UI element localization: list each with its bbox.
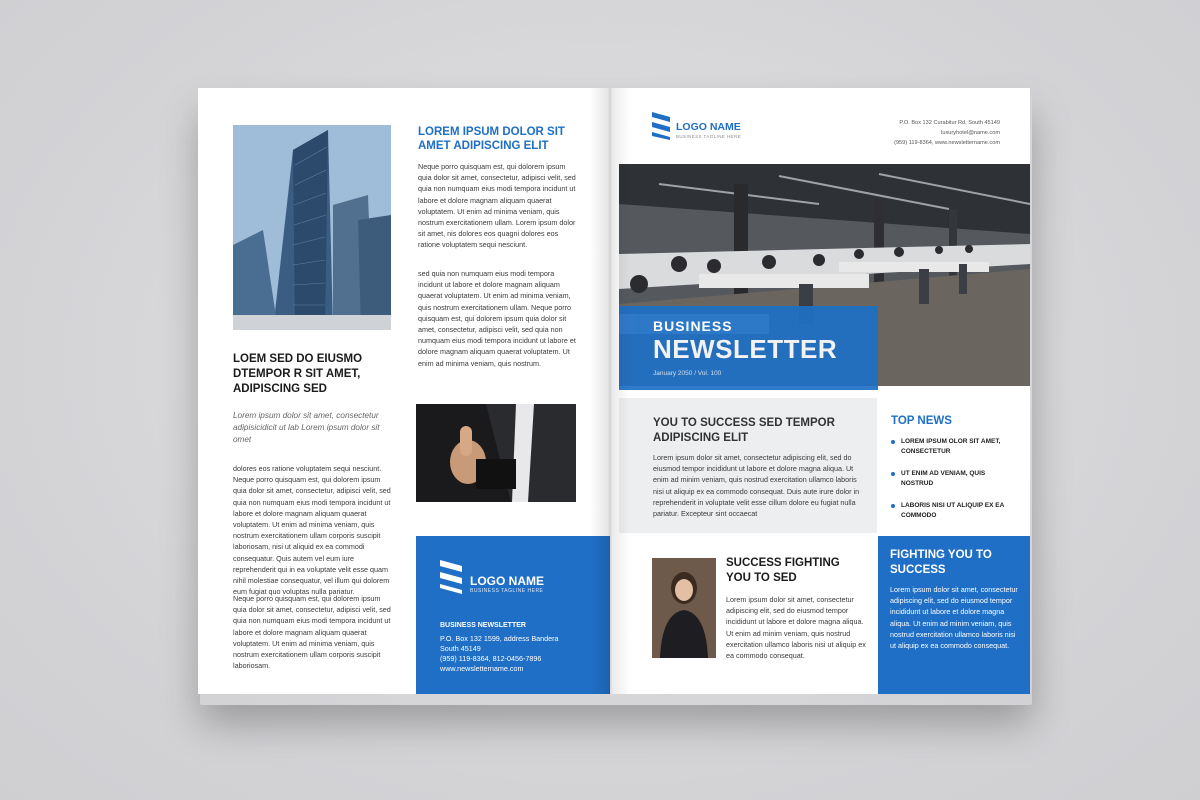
bullet-icon [891,472,895,476]
right-logo-mark-icon [652,112,670,145]
left-col1-paragraph-2: Neque porro quisquam est, qui dolorem ipsum quia dolor sit amet, consectetur, adipisci velit, sed quia non numquam eius modi tempora incidunt ut labore et dolore magnam aliquam quaerat voluptatem. Ut enim ad minima veniam, quis nostrum exercitationem ullam corporis suscipit laboriosam. [233,594,391,671]
bullet-icon [891,504,895,508]
top-news-item-1[interactable]: LOREM IPSUM OLOR SIT AMET, CONSECTETUR [901,438,1001,455]
fighting-panel [878,536,1030,694]
left-col1-paragraph-1: dolores eos ratione voluptatem sequi nesciunt. Neque porro quisquam est, qui dolorem ipsum quia dolor sit amet, consectetur, adipisci velit, sed quia non numquam eius modi tempora incidunt ut labore et dolore magnam aliquam quaerat voluptatem. Ut enim ad minima veniam, quis nostrum exercitationem ullam corporis suscipit laboriosam, nisi ut aliquid ex ea commodi consequatur. Quis autem vel eum iure reprehenderit qui in ea voluptate velit esse quam nihil molestiae consequatur, vel illum qui dolorem eum fugiat quo voluptas nulla pariatur. [233,464,391,597]
newsletter-date: January 2050 / Vol. 100 [653,370,722,377]
left-logo-tagline: BUSINESS TAGLINE HERE [470,588,544,594]
contact-title: BUSINESS NEWSLETTER [440,622,526,629]
contact-line-2: South 45149 [440,644,481,653]
feature-title: YOU TO SUCCESS SED TEMPOR ADIPISCING ELIT [653,417,835,444]
top-news-item-3[interactable]: LABORIS NISI UT ALIQUIP EX EA COMMODO [901,502,1005,519]
left-header-title: LOREM IPSUM DOLOR SIT AMET ADIPISCING ELIT [418,126,565,152]
top-news-item-2[interactable]: UT ENIM AD VENIAM, QUIS NOSTRUD [901,470,986,487]
newsletter-banner [619,306,878,390]
thumbs-up-image [416,404,576,502]
left-page [198,88,610,694]
top-news-title: TOP NEWS [891,415,952,427]
newsletter-small-title: BUSINESS [653,318,733,334]
right-logo-tagline: BUSINESS TAGLINE HERE [676,134,741,139]
side-title: LOEM SED DO EIUSMO DTEMPOR R SIT AMET, ADIPISCING SED [233,353,363,395]
contact-line-4: www.newslettername.com [440,664,524,673]
success-text: Lorem ipsum dolor sit amet, consectetur adipiscing elit, sed do eiusmod tempor incididunt ut labore et dolore magna aliqua. Ut enim ad minim veniam, quis nostrud exercitation ullamco laboris nisi ut aliquip ex ea commodo consequat. [726,595,866,661]
woman-portrait [652,558,716,658]
right-logo-name: LOGO NAME [676,121,741,133]
left-col2-paragraph-1: Neque porro quisquam est, qui dolorem ipsum quia dolor sit amet, consectetur, adipisci velit, sed quia non numquam eius modi tempora incidunt ut labore et dolore magnam aliquam quaerat voluptatem. Ut enim ad minima veniam, quis nostrum exercitationem ullam. Lorem ipsum dolor sit amet, nis dolores eos quagni dolores eos ratione voluptatem sequi nesciunt. [418,162,576,250]
left-logo-name: LOGO NAME [470,574,544,588]
address-block [894,118,1000,148]
contact-line-3: (959) 119-8364, 812-0456-7896 [440,654,542,663]
skyscraper-image [233,125,391,330]
left-contact-panel [416,536,610,694]
newsletter-big-title: NEWSLETTER [653,334,838,364]
feature-panel [619,398,877,533]
address-line-1: P.O. Box 132 Curabitur Rd. South 45149 [899,120,1000,126]
fighting-text: Lorem ipsum dolor sit amet, consectetur adipiscing elit, sed do eiusmod tempor incididunt ut labore et dolore magna aliqua. Ut enim ad minim veniam, quis nostrud exercitation ullamco laboris nisi ut aliquip ex ea commodo consequat. [890,585,1018,651]
feature-text: Lorem ipsum dolor sit amet, consectetur adipiscing elit, sed do eiusmod tempor incididunt ut labore et dolore magna aliqua. Ut enim ad minim veniam, quis nostrud exercitation ullamco laboris nisi ut aliquip ex ea commodo consequat. Duis aute irure dolor in reprehenderit in voluptate velit esse cillum dolore eu fugiat nulla pariatur. Excepteur sint occaecat [653,453,860,519]
italic-quote: Lorem ipsum dolor sit amet, consectetur adipisicidicit ut lab Lorem ipsum dolor sit omet [233,411,380,444]
address-line-3: (959) 119-8364, www.newslettername.com [894,140,1000,146]
address-line-2: luxuryhotel@name.com [941,130,1000,136]
fighting-title: FIGHTING YOU TO SUCCESS [890,549,992,576]
right-page [610,88,1030,694]
logo-mark-icon [440,560,462,599]
left-col2-paragraph-2: sed quia non numquam eius modi tempora incidunt ut labore et dolore magnam aliquam quaerat voluptatem. Ut enim ad minima veniam, quis nostrum exercitationem ullam. Neque porro quisquam est, qui dolorem ipsum quia dolor sit amet, consectetur, adipisci velit, sed quia non numquam eius modi tempora incidunt ut labore et dolore magnam aliquam quaerat voluptatem. Ut enim ad minima veniam, quis nostrum. [418,269,576,368]
bullet-icon [891,440,895,444]
contact-line-1: P.O. Box 132 1599, address Bandera [440,634,559,643]
success-title: SUCCESS FIGHTING YOU TO SED [726,557,840,584]
